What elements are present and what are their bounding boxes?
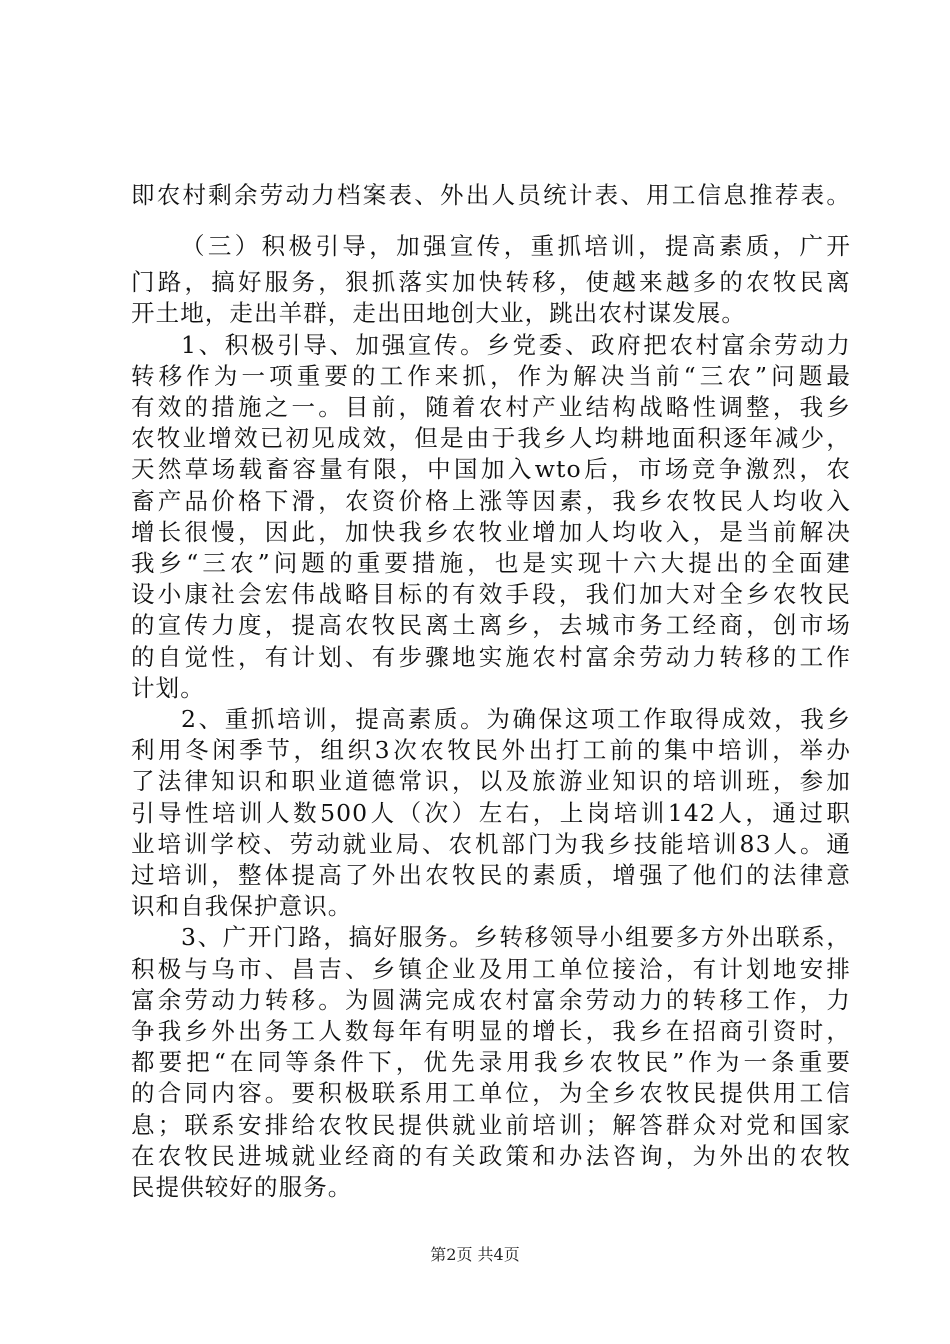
text-line: 业培训学校、劳动就业局、农机部门为我乡技能培训83人。通	[131, 830, 851, 858]
text-line: 利用冬闲季节，组织3次农牧民外出打工前的集中培训，举办	[131, 736, 851, 764]
section-heading-line: （三）积极引导，加强宣传，重抓培训，提高素质，广开	[181, 232, 851, 260]
text-line: 的自觉性，有计划、有步骤地实施农村富余劳动力转移的工作	[131, 643, 851, 671]
text-line: 引导性培训人数500人（次）左右，上岗培训142人，通过职	[131, 799, 851, 827]
text-line: 富余劳动力转移。为圆满完成农村富余劳动力的转移工作，力	[131, 986, 851, 1014]
text-line: 都要把“在同等条件下，优先录用我乡农牧民”作为一条重要	[131, 1048, 851, 1076]
text-line: 识和自我保护意识。	[131, 892, 353, 920]
text-line: 息；联系安排给农牧民提供就业前培训；解答群众对党和国家	[131, 1111, 851, 1139]
text-line: 门路，搞好服务，狠抓落实加快转移，使越来越多的农牧民离	[131, 268, 851, 296]
text-line: 即农村剩余劳动力档案表、外出人员统计表、用工信息推荐表。	[131, 181, 851, 209]
page-number-footer: 第2页 共4页	[430, 1245, 520, 1264]
text-line: 畜产品价格下滑，农资价格上涨等因素，我乡农牧民人均收入	[131, 487, 851, 515]
text-line: 在农牧民进城就业经商的有关政策和办法咨询，为外出的农牧	[131, 1142, 851, 1170]
text-line: 的合同内容。要积极联系用工单位，为全乡农牧民提供用工信	[131, 1079, 851, 1107]
text-line: 民提供较好的服务。	[131, 1173, 353, 1201]
text-line: 设小康社会宏伟战略目标的有效手段，我们加大对全乡农牧民	[131, 580, 851, 608]
text-line: 了法律知识和职业道德常识，以及旅游业知识的培训班，参加	[131, 767, 851, 795]
text-line: 增长很慢，因此，加快我乡农牧业增加人均收入，是当前解决	[131, 518, 851, 546]
text-line: 积极与乌市、昌吉、乡镇企业及用工单位接洽，有计划地安排	[131, 955, 851, 983]
text-line: 的宣传力度，提高农牧民离土离乡，去城市务工经商，创市场	[131, 611, 851, 639]
paragraph-3-start: 3、广开门路，搞好服务。乡转移领导小组要多方外出联系，	[181, 923, 851, 951]
text-line: 农牧业增效已初见成效，但是由于我乡人均耕地面积逐年减少，	[131, 424, 851, 452]
text-line: 争我乡外出务工人数每年有明显的增长，我乡在招商引资时，	[131, 1017, 851, 1045]
text-line: 天然草场载畜容量有限，中国加入wto后，市场竞争激烈，农	[131, 455, 851, 483]
text-line: 计划。	[131, 674, 205, 702]
paragraph-1-start: 1、积极引导、加强宣传。乡党委、政府把农村富余劳动力	[181, 331, 851, 359]
text-line: 开土地，走出羊群，走出田地创大业，跳出农村谋发展。	[131, 299, 746, 327]
text-line: 转移作为一项重要的工作来抓，作为解决当前“三农”问题最	[131, 362, 851, 390]
text-line: 过培训，整体提高了外出农牧民的素质，增强了他们的法律意	[131, 861, 851, 889]
text-line: 我乡“三农”问题的重要措施，也是实现十六大提出的全面建	[131, 549, 851, 577]
text-line: 有效的措施之一。目前，随着农村产业结构战略性调整，我乡	[131, 393, 851, 421]
paragraph-2-start: 2、重抓培训，提高素质。为确保这项工作取得成效，我乡	[181, 705, 851, 733]
